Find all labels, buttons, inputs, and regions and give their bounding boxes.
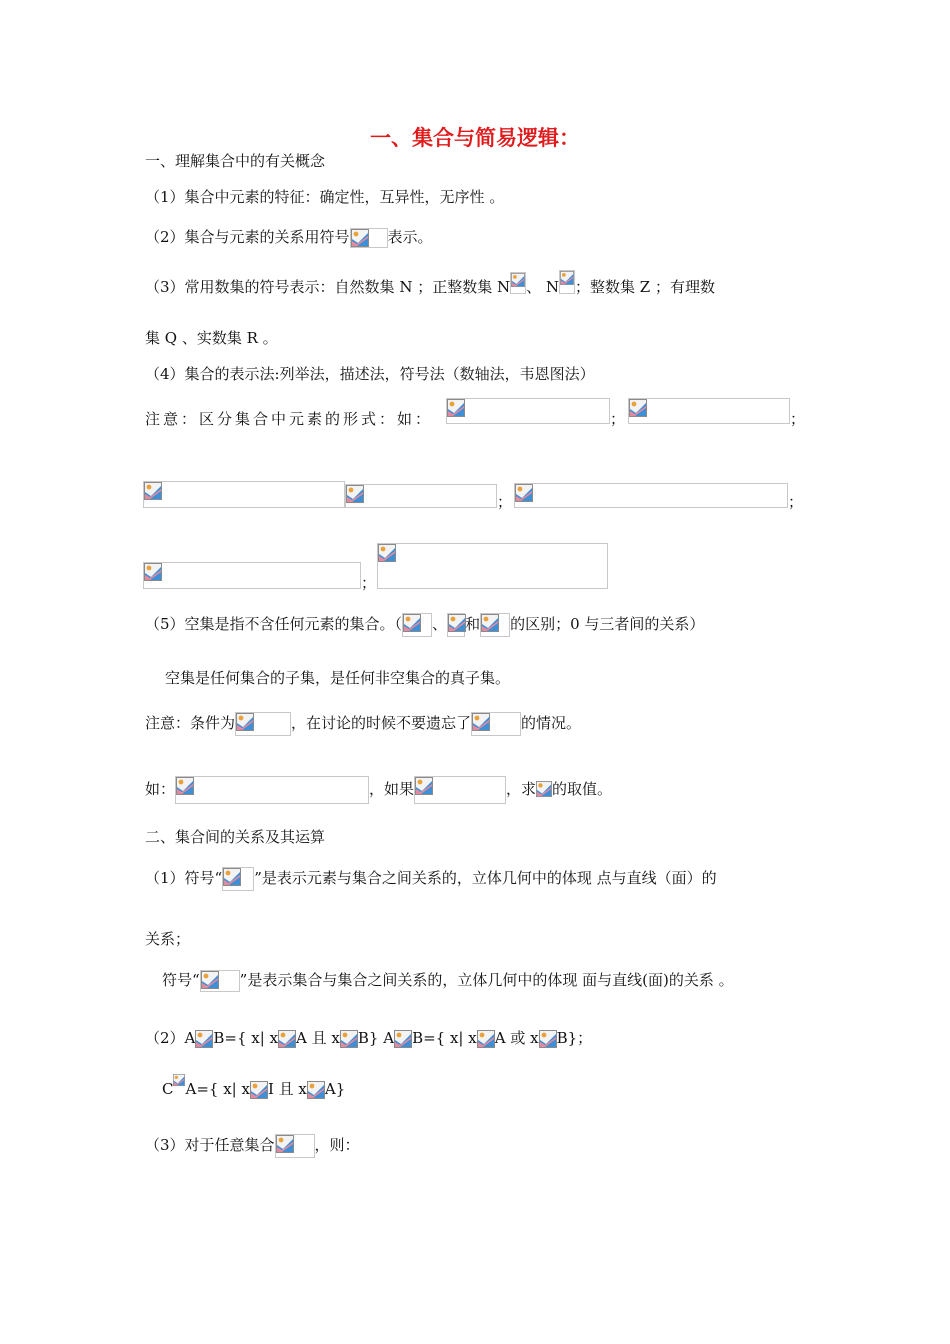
formula-image-icon <box>480 613 510 637</box>
formula-image-icon <box>222 867 254 891</box>
s1-note2-text-c: 的情况。 <box>521 714 582 732</box>
s2-line3-text-b: ，则： <box>314 1136 360 1154</box>
formula-image-icon <box>143 562 361 589</box>
s2-op-text-6: A 或 x <box>494 1029 539 1047</box>
element-symbol-icon <box>278 1030 296 1048</box>
s1-line2 <box>145 227 433 248</box>
s1-line6: 空集是任何集合的子集，是任何非空集合的真子集。 <box>165 669 511 687</box>
s2-op-text-2: B={ x| x <box>213 1029 279 1047</box>
element-symbol-icon <box>340 1030 358 1048</box>
s1-example-text-b: ，如果 <box>369 780 415 798</box>
formula-image-icon <box>350 228 388 248</box>
s1-line3-cont: 集 Q 、实数集 R 。 <box>145 329 278 347</box>
s1-line5 <box>145 613 704 637</box>
s2-operations <box>145 1028 592 1048</box>
formula-image-icon <box>345 484 497 508</box>
s2-line2-text-a: 符号“ <box>162 971 200 989</box>
s2-line3 <box>145 1134 360 1158</box>
formula-image-icon <box>446 398 610 424</box>
formula-image-icon <box>235 712 291 736</box>
formula-image-icon <box>471 712 521 736</box>
formula-image-icon <box>200 970 240 992</box>
s1-example-text-a: 如： <box>145 780 176 798</box>
formula-image-icon <box>175 776 369 804</box>
formula-image-icon <box>402 613 432 637</box>
formula-image-icon <box>628 398 790 424</box>
formula-image-icon <box>536 781 552 799</box>
s1-example-text-c: ，求 <box>506 780 537 798</box>
s2-line2-text-b: ”是表示集合与集合之间关系的，立体几何中的体现 面与直线(面)的关系 。 <box>239 971 734 989</box>
s1-line5-text-a: （5）空集是指不含任何元素的集合。（ <box>145 615 403 633</box>
separator: ； <box>790 410 806 428</box>
element-symbol-icon <box>539 1030 557 1048</box>
s2-comp-text-2: A={ x| x <box>185 1080 250 1098</box>
formula-image-icon <box>447 613 465 637</box>
section2-heading: 二、集合间的关系及其运算 <box>145 828 326 846</box>
formula-image-icon <box>414 776 506 804</box>
s1-line2-text-a: （2）集合与元素的关系用符号 <box>145 228 350 246</box>
formula-image-icon <box>510 272 526 294</box>
s2-comp-text-4: A} <box>324 1080 346 1098</box>
formula-image-icon <box>559 270 575 294</box>
s1-note2-text-a: 注意：条件为 <box>145 714 236 732</box>
s2-line1-text-b: ”是表示元素与集合之间关系的，立体几何中的体现 点与直线（面）的 <box>254 869 717 887</box>
s2-line1-cont: 关系； <box>145 930 191 948</box>
page-title: 一、集合与简易逻辑： <box>370 125 580 150</box>
formula-image-icon <box>275 1134 315 1158</box>
separator: ； <box>610 410 626 428</box>
s1-line1: （1）集合中元素的特征：确定性，互异性，无序性 。 <box>145 188 505 206</box>
s2-op-text-7: B}； <box>556 1029 593 1047</box>
s1-line3-text-b: 、 N <box>526 278 560 296</box>
s1-line5-text-b: 、 <box>432 615 448 633</box>
separator: ； <box>788 493 804 511</box>
s1-line3-text-a: （3）常用数集的符号表示：自然数集 N ；正整数集 N <box>145 278 511 296</box>
union-symbol-icon <box>394 1030 412 1048</box>
s1-note2-text-b: ，在讨论的时候不要遗忘了 <box>291 714 472 732</box>
s2-line2 <box>162 970 734 992</box>
subscript-i-icon <box>173 1074 185 1098</box>
formula-image-icon <box>514 483 788 508</box>
s2-complement <box>162 1074 345 1099</box>
s2-op-text-4: B} A <box>357 1029 395 1047</box>
separator: ； <box>497 493 513 511</box>
element-symbol-icon <box>477 1030 495 1048</box>
s1-example <box>145 776 612 804</box>
s2-line1 <box>145 867 717 891</box>
s1-line2-text-b: 表示。 <box>387 228 433 246</box>
s2-op-text-3: A 且 x <box>296 1029 340 1047</box>
s2-line1-text-a: （1）符号“ <box>145 869 223 887</box>
formula-image-icon <box>143 481 345 508</box>
s1-line5-text-d: 的区别；0 与三者间的关系） <box>510 615 705 633</box>
s1-example-text-d: 的取值。 <box>552 780 613 798</box>
s2-op-text-1: （2）A <box>145 1029 196 1047</box>
section1-heading: 一、理解集合中的有关概念 <box>145 152 326 170</box>
s2-op-text-5: B={ x| x <box>412 1029 477 1047</box>
s1-line4: （4）集合的表示法:列举法，描述法，符号法（数轴法，韦恩图法） <box>145 365 595 383</box>
s2-comp-text-1: C <box>162 1080 174 1098</box>
s2-line3-text-a: （3）对于任意集合 <box>145 1136 275 1154</box>
s1-line5-text-c: 和 <box>465 615 481 633</box>
separator: ； <box>361 574 377 592</box>
element-symbol-icon <box>250 1081 268 1099</box>
s2-comp-text-3: I 且 x <box>267 1080 307 1098</box>
not-element-symbol-icon <box>307 1081 325 1099</box>
s1-note1: 注意：区分集合中元素的形式：如： <box>145 410 434 428</box>
s1-note2 <box>145 712 581 736</box>
s1-line3-text-c: ；整数集 Z ；有理数 <box>575 278 715 296</box>
formula-image-icon <box>377 543 608 589</box>
intersection-symbol-icon <box>195 1030 213 1048</box>
s1-line3 <box>145 270 715 297</box>
